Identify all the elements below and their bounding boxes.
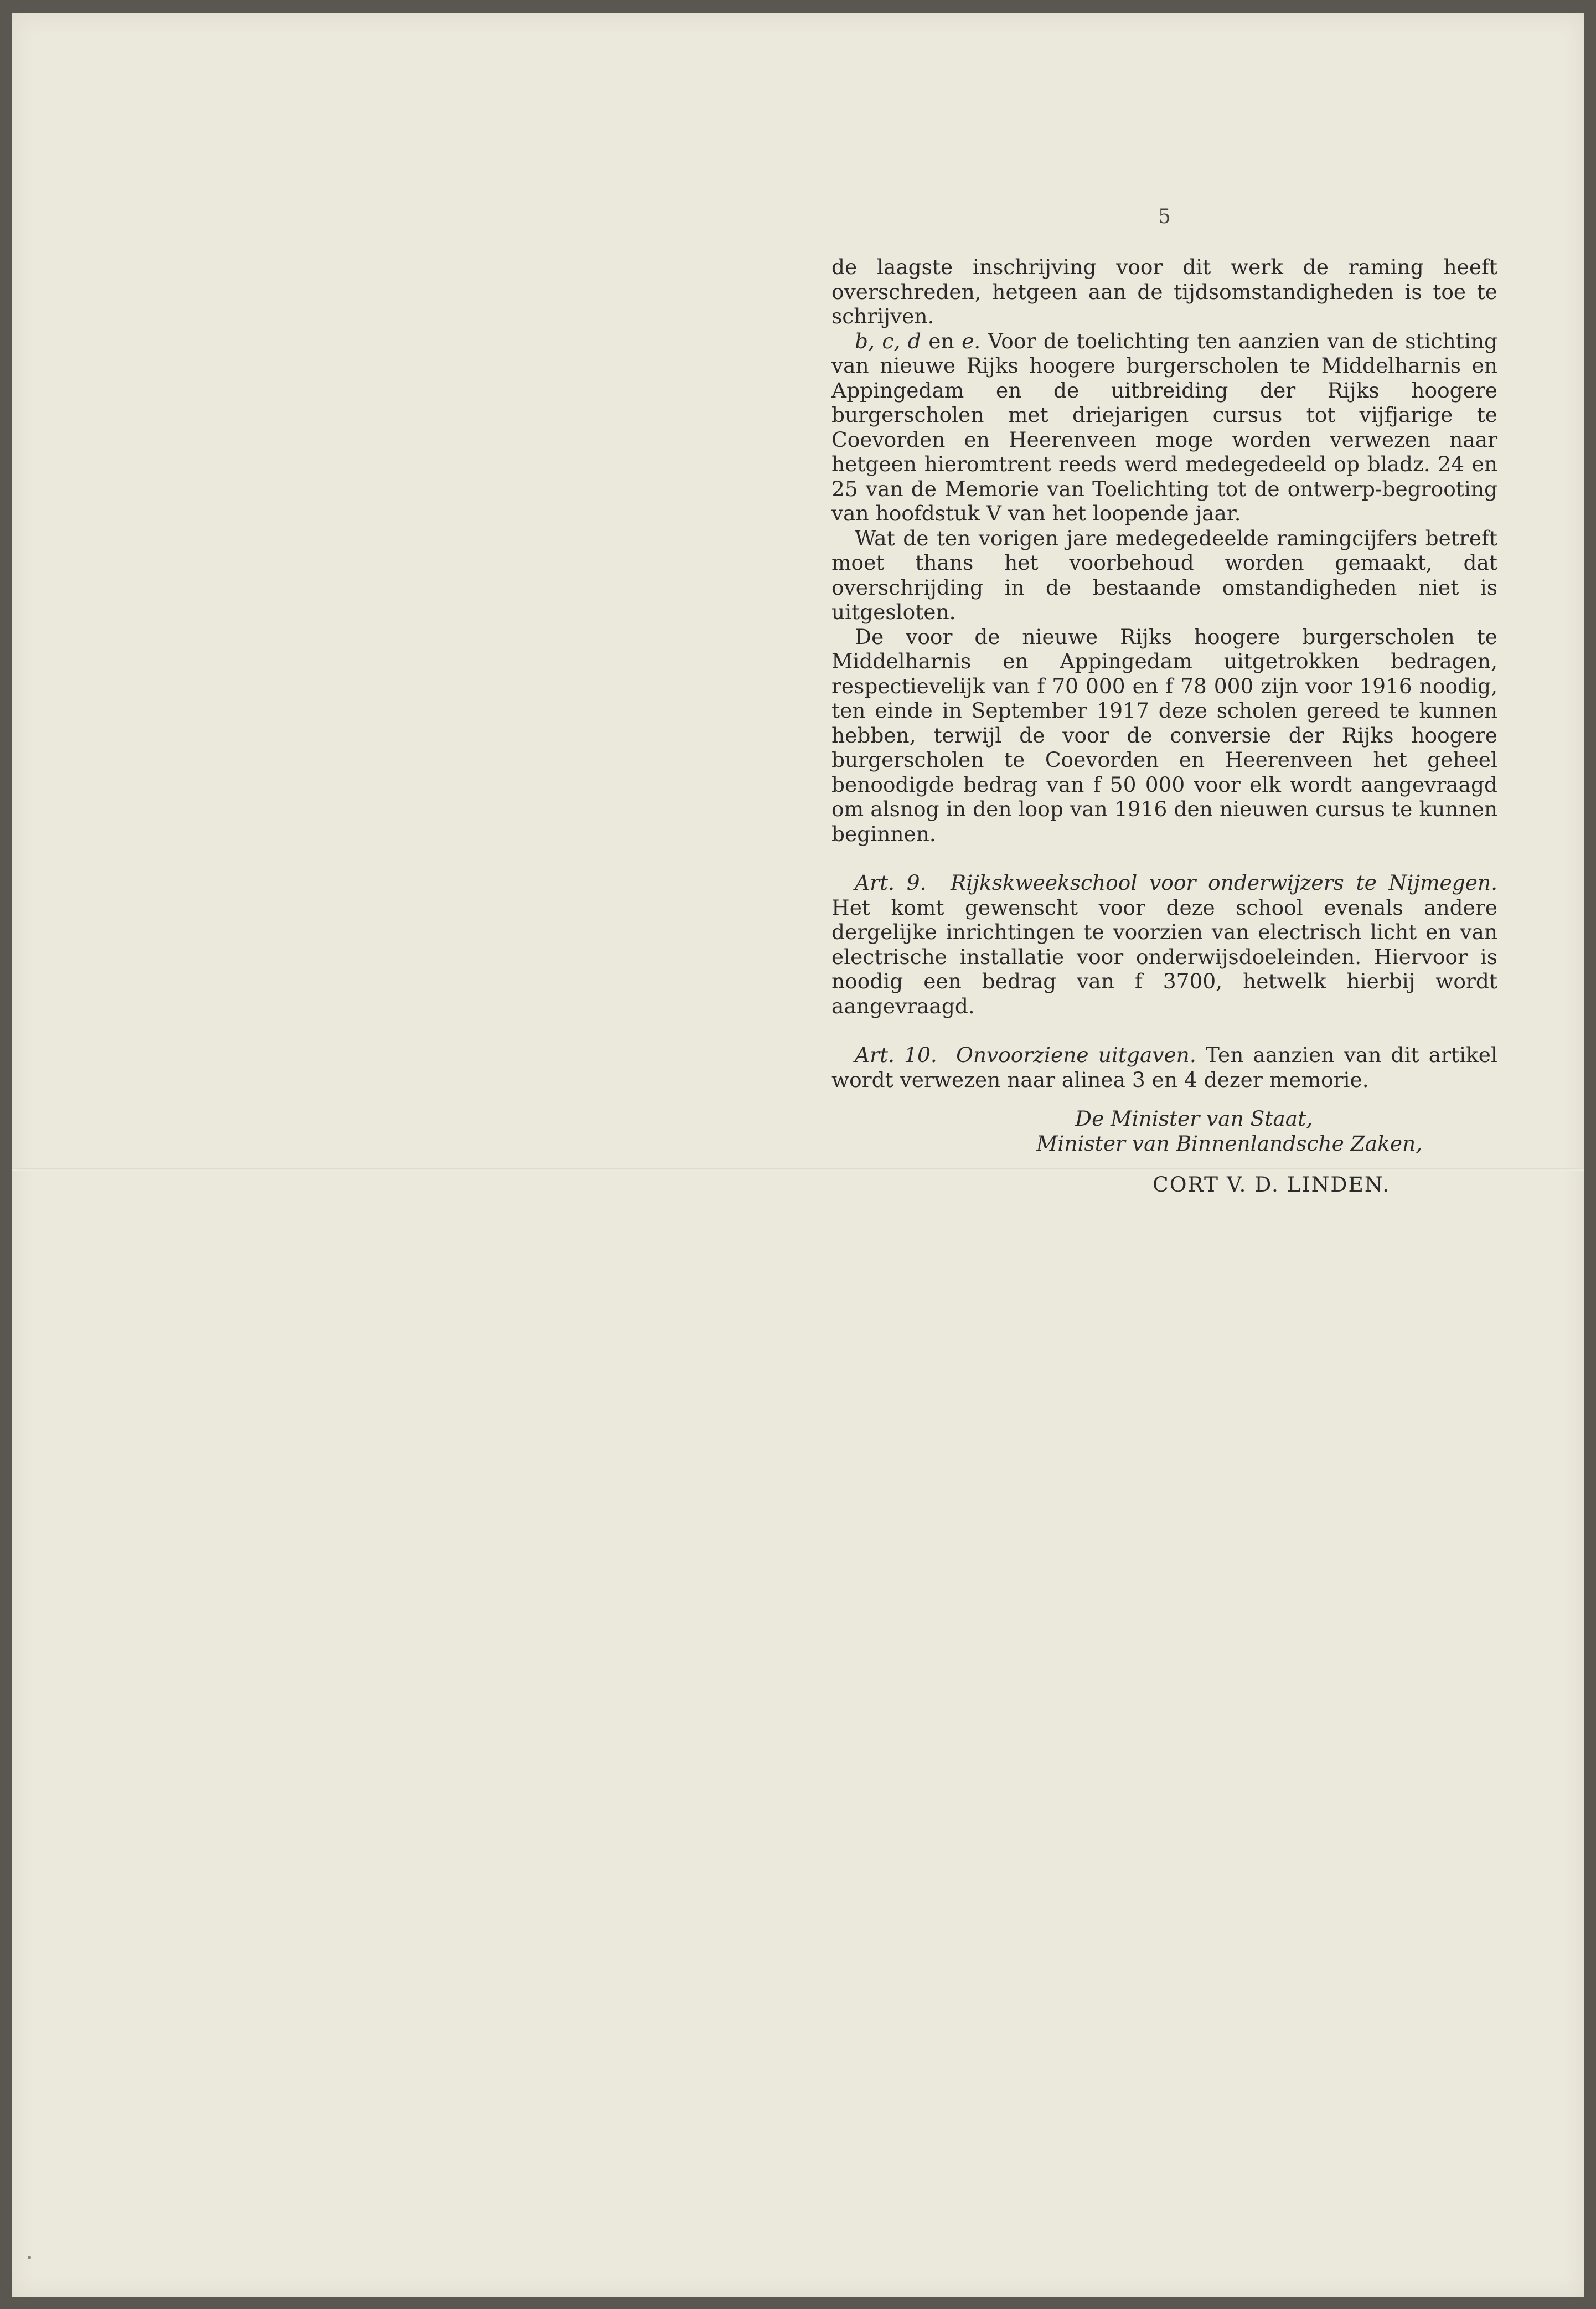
article-10-title: Onvoorziene uitgaven. xyxy=(956,1043,1196,1067)
paragraph-bedragen: De voor de nieuwe Rijks hoogere burgerscholen te Middelharnis en Appingedam uitgetrokken bedragen, respectievelijk van f 70 000 en f 78 000 zijn voor 1916 noodig, ten einde in September 1917 deze scholen gereed te kunnen hebben, terwijl de voor de conversie der Rijks hoogere burgerscholen te Coevorden en Heerenveen het geheel benoodigde bedrag van f 50 000 voor elk wordt aangevraagd om alsnog in den loop van 1916 den nieuwen cursus te kunnen beginnen. xyxy=(831,624,1497,846)
signatory-name: CORT V. D. LINDEN. xyxy=(1153,1172,1391,1197)
article-10-label: Art. 10. xyxy=(855,1043,937,1067)
article-9-body: Het komt gewenscht voor deze school evenals andere dergelijke inrichtingen te voorzien van electrisch licht en van electrische installatie voor onderwijsdoeleinden. Hiervoor is noodig een bedrag van f 3700, hetwelk hierbij wordt aangevraagd. xyxy=(831,895,1497,1018)
article-9-label: Art. 9. xyxy=(855,870,927,895)
document-page xyxy=(12,13,1584,2297)
body-text xyxy=(831,255,1497,1197)
signature-title-line-1: De Minister van Staat, xyxy=(1075,1106,1313,1131)
article-9-title: Rijkskweekschool voor onderwijzers te Nijmegen. xyxy=(951,870,1497,895)
article-9-heading xyxy=(831,870,1497,1018)
paragraph-bcde xyxy=(831,329,1497,526)
signature-block xyxy=(831,1106,1497,1156)
item-letter-e: e. xyxy=(962,328,981,353)
article-10 xyxy=(831,1043,1497,1092)
signature-title-line-2: Minister van Binnenlandsche Zaken, xyxy=(1036,1131,1423,1156)
article-10-body: Ten aanzien van dit artikel wordt verwezen naar alinea 3 en 4 dezer memorie. xyxy=(831,1043,1497,1092)
paragraph-ramingcijfers: Wat de ten vorigen jare medegedeelde ramingcijfers betreft moet thans het voorbehoud worden gemaakt, dat overschrijding in de bestaande omstandigheden niet is uitgesloten. xyxy=(831,525,1497,624)
item-letters: b, c, d xyxy=(855,328,921,353)
paragraph-bcde-text: Voor de toelichting ten aanzien van de stichting van nieuwe Rijks hoogere burgerscholen te Middelharnis en Appingedam en de uitbreiding der Rijks hoogere burgerscholen met driejarigen cursus tot vijfjarige te Coevorden en Heerenveen moge worden verwezen naar hetgeen hieromtrent reeds werd medegedeeld op bladz. 24 en 25 van de Memorie van Toelichting tot de ontwerp-begrooting van hoofdstuk V van het loopende jaar. xyxy=(831,328,1497,525)
pencil-mark xyxy=(28,2256,31,2259)
conjunction: en xyxy=(921,328,962,353)
page-number: 5 xyxy=(1158,205,1171,228)
paragraph-continuation: de laagste inschrijving voor dit werk de raming heeft overschreden, hetgeen aan de tijdsomstandigheden is toe te schrijven. xyxy=(831,255,1497,328)
